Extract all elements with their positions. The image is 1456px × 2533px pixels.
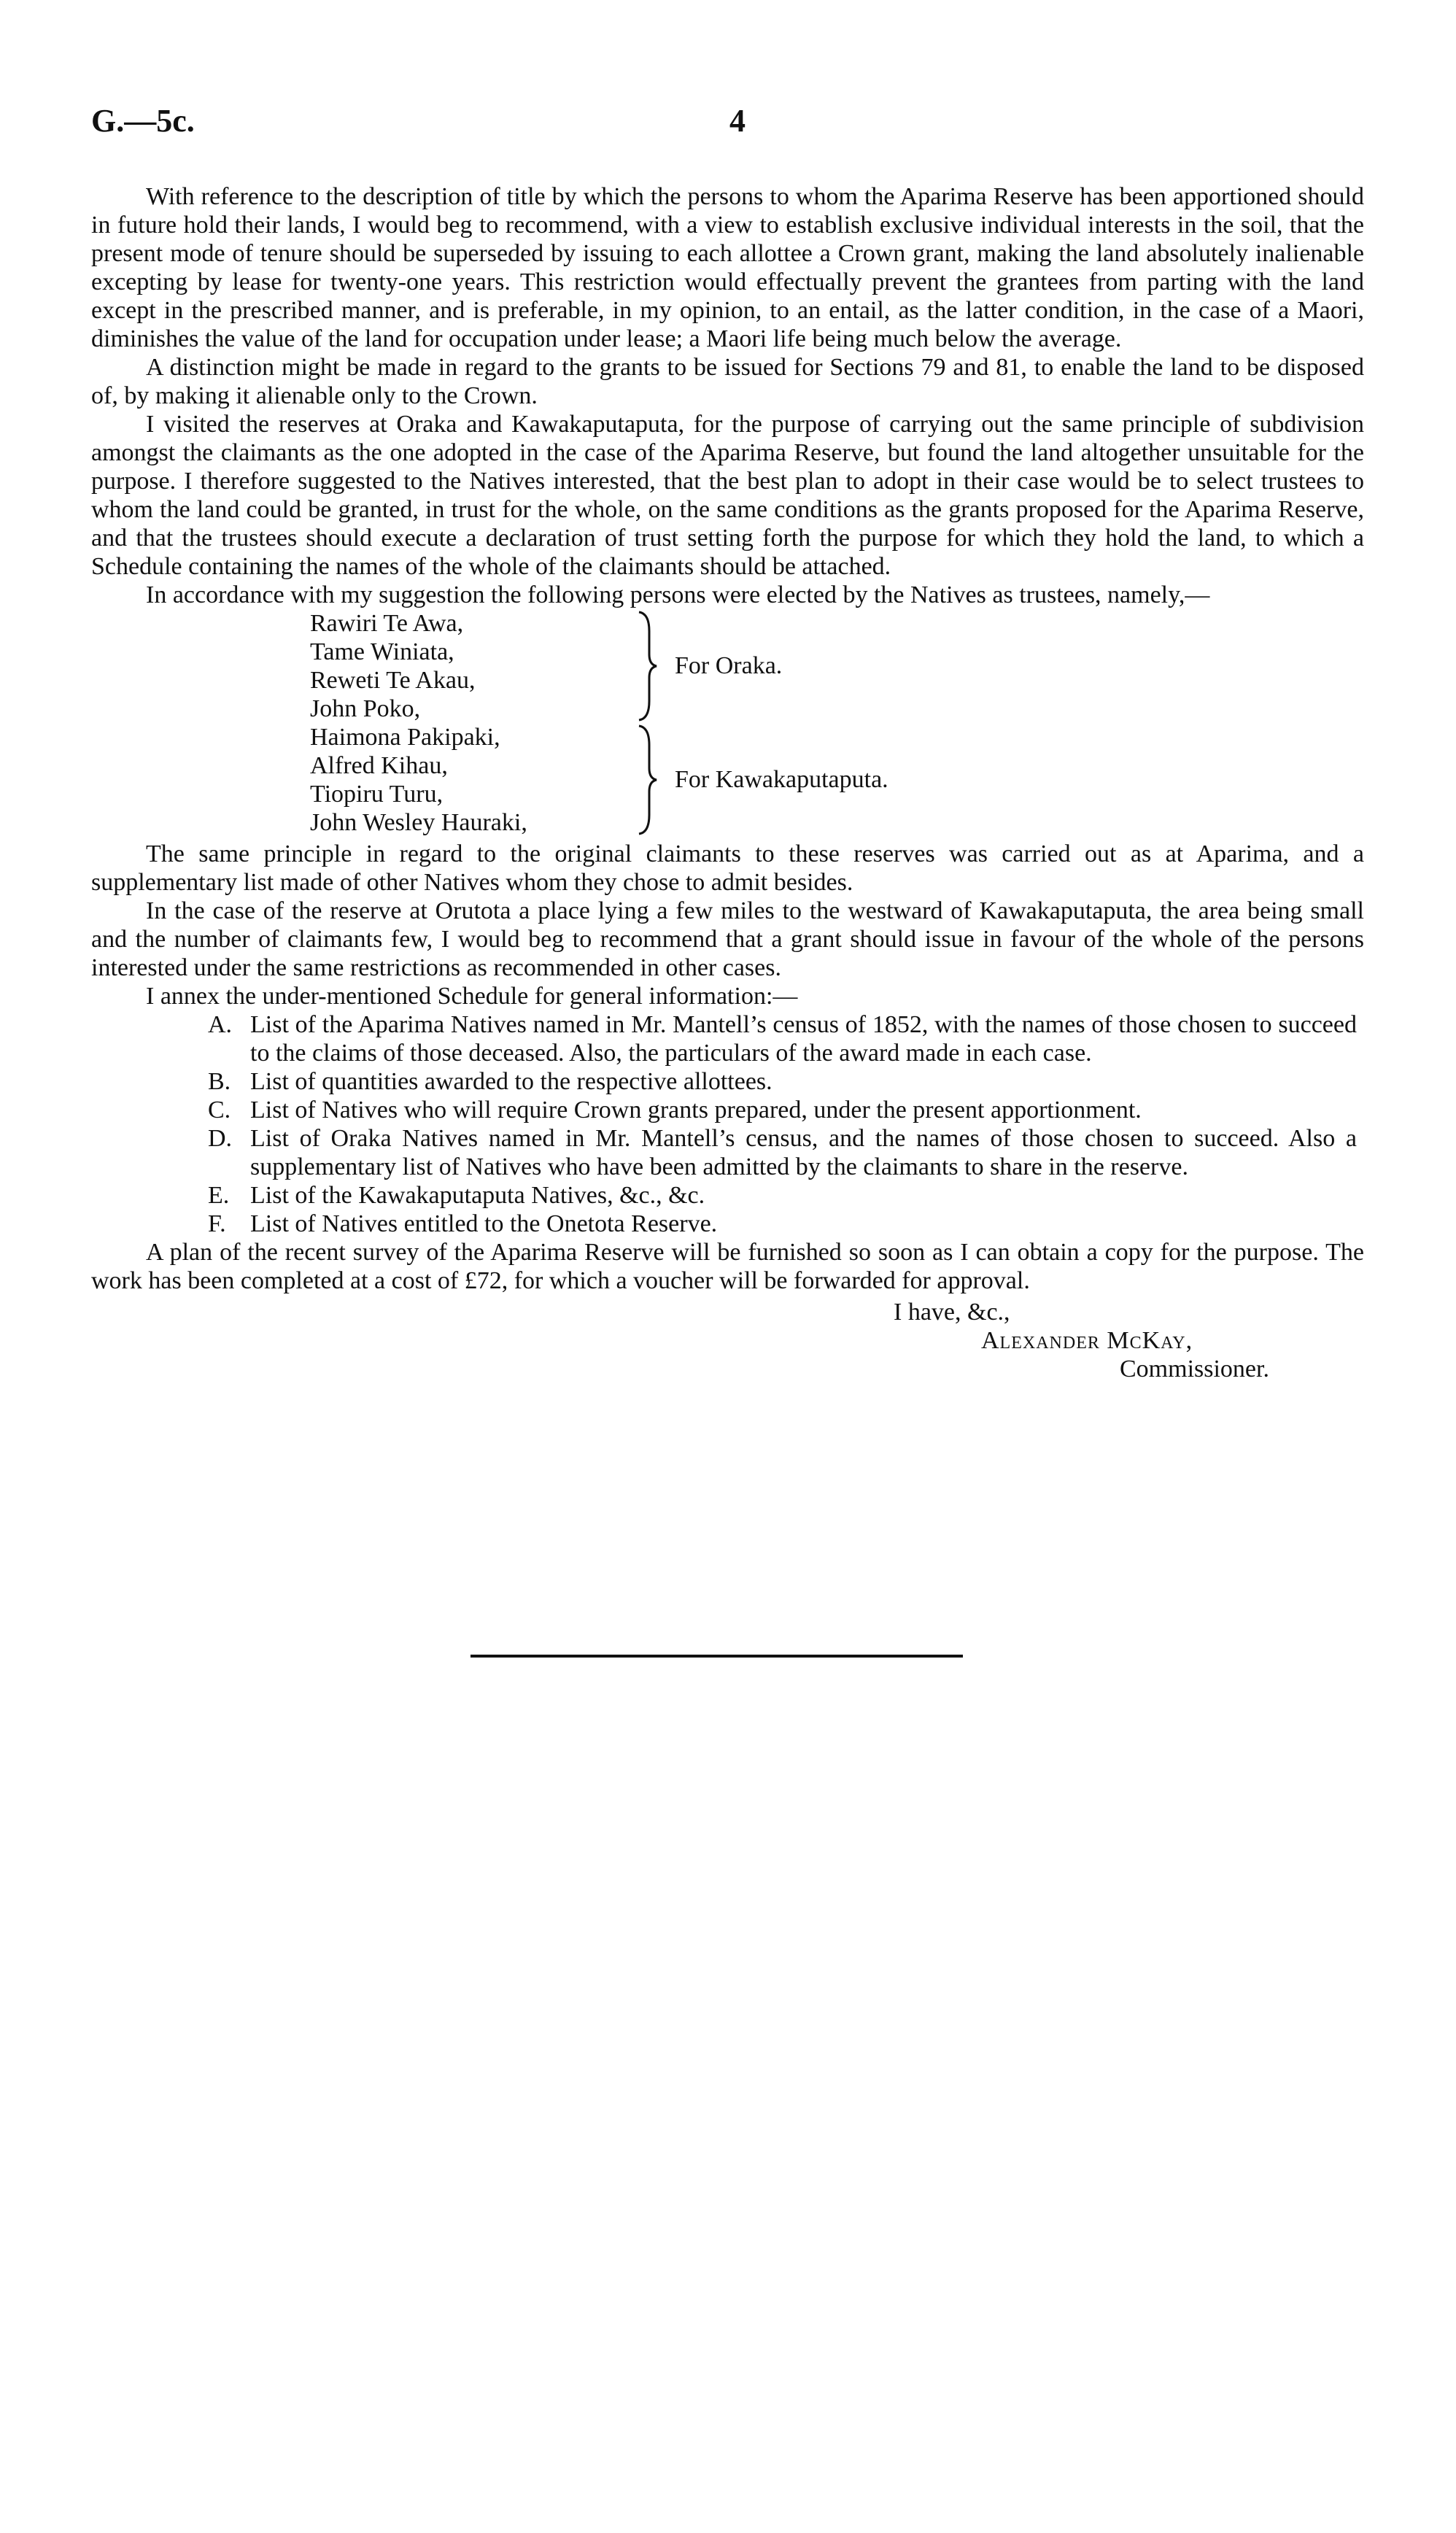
paragraph-oraka-visit: I visited the reserves at Oraka and Kawakaputaputa, for the purpose of carrying out the same principle of subdivision amongst the claimants as the one adopted in the case of the Aparima Reserve, but found the land altogether unsuitable for the purpose. I therefore suggested to the Natives interested, that the best plan to adopt in their case would be to select trustees to whom the land could be granted, in trust for the whole, on the same conditions as the grants proposed for the Aparima Reserve, and that the trustees should execute a declaration of trust setting forth the purpose for which they hold the land, to which a Schedule containing the names of the whole of the claimants should be attached. [91, 411, 1364, 580]
curly-brace-icon [635, 609, 661, 723]
signature-block [91, 1298, 1364, 1429]
schedule-text: List of Oraka Natives named in Mr. Mantell’s census, and the names of those chosen to succeed. Also a supplementary list of Natives who have been admitted by the claimants to share in the reserve. [250, 1125, 1357, 1180]
signatory-title: Commissioner. [1120, 1356, 1269, 1382]
letter-body [91, 182, 1364, 1429]
trustee-name: John Poko, [310, 695, 421, 722]
schedule-item [91, 1210, 1364, 1238]
page-number: 4 [729, 103, 746, 139]
schedule-item [91, 1096, 1364, 1124]
schedule-item [91, 1181, 1364, 1210]
schedule-item [91, 1124, 1364, 1181]
trustee-group-oraka [310, 609, 1039, 723]
schedule-letter: C. [208, 1097, 231, 1124]
trustee-name: Reweti Te Akau, [310, 667, 476, 694]
schedule-letter: D. [208, 1125, 233, 1152]
schedule-text: List of quantities awarded to the respective allottees. [250, 1068, 772, 1095]
page-header [91, 102, 1371, 146]
paragraph-schedule-intro: I annex the under-mentioned Schedule for general information:— [146, 983, 798, 1010]
schedule-list [91, 1010, 1364, 1238]
schedule-text: List of the Aparima Natives named in Mr. Mantell’s census of 1852, with the names of those chosen to succeed to the claims of those deceased. Also, the particulars of the award made in each case. [250, 1011, 1357, 1067]
paragraph-sections-distinction: A distinction might be made in regard to the grants to be issued for Sections 79 and 81, to enable the land to be disposed of, by making it alienable only to the Crown. [91, 354, 1364, 409]
trustee-name: Rawiri Te Awa, [310, 610, 464, 637]
paragraph-trustees-intro: In accordance with my suggestion the following persons were elected by the Natives as trustees, namely,— [146, 581, 1210, 608]
schedule-letter: B. [208, 1068, 231, 1095]
trustee-list [310, 609, 1039, 837]
trustee-group-label: For Oraka. [675, 652, 783, 679]
schedule-letter: E. [208, 1182, 230, 1209]
schedule-text: List of the Kawakaputaputa Natives, &c., &c. [250, 1182, 705, 1209]
paragraph-same-principle: The same principle in regard to the original claimants to these reserves was carried out as at Aparima, and a supplementary list made of other Natives whom they chose to admit besides. [91, 840, 1364, 896]
paragraph-orutota: In the case of the reserve at Orutota a place lying a few miles to the westward of Kawakaputaputa, the area being small and the number of claimants few, I would beg to recommend that a grant should issue in favour of the whole of the persons interested under the same restrictions as recommended in other cases. [91, 897, 1364, 981]
trustee-name: Tame Winiata, [310, 638, 454, 665]
trustee-group-kawakaputaputa [310, 723, 1039, 837]
curly-brace-icon [635, 723, 661, 837]
schedule-letter: A. [208, 1011, 233, 1038]
trustee-group-label: For Kawakaputaputa. [675, 766, 888, 793]
closing-line: I have, &c., [894, 1299, 1010, 1326]
schedule-item [91, 1067, 1364, 1096]
schedule-text: List of Natives who will require Crown grants prepared, under the present apportionment. [250, 1097, 1142, 1124]
paragraph-tenure-recommendation: With reference to the description of title by which the persons to whom the Aparima Reserve has been apportioned should in future hold their lands, I would beg to recommend, with a view to establish exclusive individual interests in the soil, that the present mode of tenure should be superseded by issuing to each allottee a Crown grant, making the land absolutely inalienable excepting by lease for twenty-one years. This restriction would effectually prevent the grantees from parting with the land except in the prescribed manner, and is preferable, in my opinion, to an entail, as the latter condition, in the case of a Maori, diminishes the value of the land for occupation under lease; a Maori life being much below the average. [91, 183, 1364, 352]
trustee-name: Haimona Pakipaki, [310, 724, 500, 751]
document-id: G.—5c. [91, 103, 195, 139]
schedule-text: List of Natives entitled to the Onetota Reserve. [250, 1210, 718, 1237]
schedule-letter: F. [208, 1210, 226, 1237]
trustee-name: Tiopiru Turu, [310, 781, 444, 808]
signatory-name: Alexander McKay, [981, 1327, 1193, 1354]
trustee-name: Alfred Kihau, [310, 752, 448, 779]
trustee-name: John Wesley Hauraki, [310, 809, 527, 836]
footer-rule [471, 1655, 963, 1658]
schedule-item [91, 1010, 1364, 1067]
paragraph-survey-plan: A plan of the recent survey of the Aparima Reserve will be furnished so soon as I can obtain a copy for the purpose. The work has been completed at a cost of £72, for which a voucher will be forwarded for approval. [91, 1239, 1364, 1294]
